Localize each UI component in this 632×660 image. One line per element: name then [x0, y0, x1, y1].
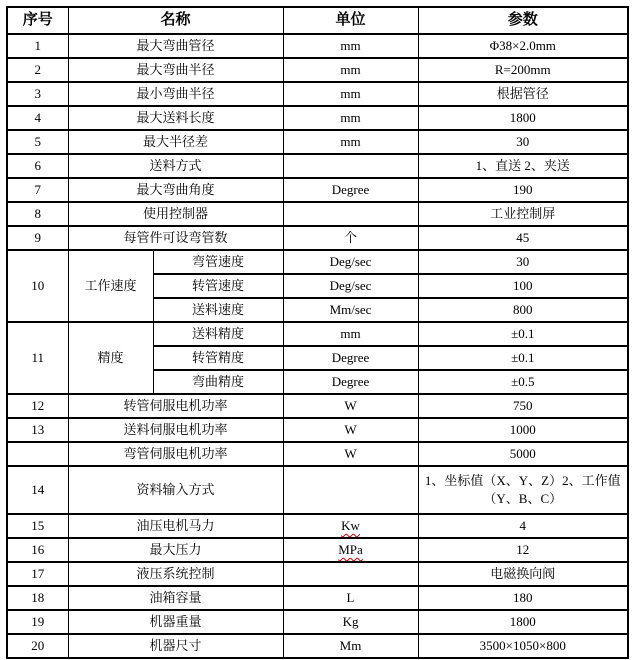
- unit-text-spellchecked: MPa: [338, 542, 363, 558]
- cell-value: 180: [418, 586, 628, 610]
- cell-name: 液压系统控制: [68, 562, 283, 586]
- cell-value: R=200mm: [418, 58, 628, 82]
- cell-name: 最大弯曲管径: [68, 34, 283, 58]
- table-row: [7, 82, 628, 106]
- cell-serial: 6: [7, 154, 68, 178]
- cell-unit: mm: [283, 106, 418, 130]
- table-row: [7, 154, 628, 178]
- table-row: [7, 394, 628, 418]
- cell-serial: 11: [7, 322, 68, 394]
- table-row-group-start: [7, 250, 628, 274]
- cell-unit: mm: [283, 82, 418, 106]
- cell-name: 最小弯曲半径: [68, 82, 283, 106]
- cell-serial: 3: [7, 82, 68, 106]
- cell-serial-empty: [7, 442, 68, 466]
- cell-group-label: 工作速度: [68, 250, 153, 322]
- cell-name: 油压电机马力: [68, 514, 283, 538]
- cell-name: 机器尺寸: [68, 634, 283, 658]
- cell-unit: [283, 562, 418, 586]
- cell-unit: mm: [283, 322, 418, 346]
- cell-unit: Kg: [283, 610, 418, 634]
- cell-value: 30: [418, 130, 628, 154]
- cell-value: 1000: [418, 418, 628, 442]
- table-row: [7, 202, 628, 226]
- cell-value: 1、直送 2、夹送: [418, 154, 628, 178]
- table-row: [7, 58, 628, 82]
- cell-unit: Mm: [283, 634, 418, 658]
- cell-value: ±0.5: [418, 370, 628, 394]
- cell-serial: 20: [7, 634, 68, 658]
- column-header-serial: 序号: [7, 7, 68, 34]
- column-header-value: 参数: [418, 7, 628, 34]
- cell-value: 190: [418, 178, 628, 202]
- cell-unit: Deg/sec: [283, 250, 418, 274]
- cell-serial: 12: [7, 394, 68, 418]
- cell-group-label: 精度: [68, 322, 153, 394]
- cell-name: 送料方式: [68, 154, 283, 178]
- cell-value: 100: [418, 274, 628, 298]
- table-row: [7, 226, 628, 250]
- cell-name: 最大弯曲角度: [68, 178, 283, 202]
- cell-serial: 13: [7, 418, 68, 442]
- cell-serial: 10: [7, 250, 68, 322]
- cell-serial: 17: [7, 562, 68, 586]
- table-row: [7, 634, 628, 658]
- cell-value: 电磁换向阀: [418, 562, 628, 586]
- cell-unit: mm: [283, 58, 418, 82]
- cell-unit: W: [283, 442, 418, 466]
- cell-unit: [283, 466, 418, 514]
- cell-value: 1800: [418, 106, 628, 130]
- cell-serial: 2: [7, 58, 68, 82]
- unit-text-spellchecked: Kw: [341, 518, 360, 534]
- column-header-name: 名称: [68, 7, 283, 34]
- cell-name: 油箱容量: [68, 586, 283, 610]
- cell-name: 最大压力: [68, 538, 283, 562]
- cell-serial: 8: [7, 202, 68, 226]
- cell-subname: 弯曲精度: [153, 370, 283, 394]
- cell-value: 1、坐标值（X、Y、Z）2、工作值（Y、B、C）: [418, 466, 628, 514]
- table-row: [7, 610, 628, 634]
- table-row: [7, 538, 628, 562]
- cell-unit: mm: [283, 34, 418, 58]
- table-row: [7, 562, 628, 586]
- table-row-blank-serial: [7, 442, 628, 466]
- table-row-group-start: [7, 322, 628, 346]
- cell-value: 3500×1050×800: [418, 634, 628, 658]
- cell-unit: W: [283, 394, 418, 418]
- cell-subname: 转管精度: [153, 346, 283, 370]
- cell-value: ±0.1: [418, 322, 628, 346]
- cell-unit: [283, 154, 418, 178]
- cell-subname: 转管速度: [153, 274, 283, 298]
- cell-name: 转管伺服电机功率: [68, 394, 283, 418]
- cell-unit: L: [283, 586, 418, 610]
- cell-serial: 15: [7, 514, 68, 538]
- cell-value: 1800: [418, 610, 628, 634]
- cell-value: Φ38×2.0mm: [418, 34, 628, 58]
- cell-value: 30: [418, 250, 628, 274]
- cell-unit: Degree: [283, 346, 418, 370]
- table-row: [7, 466, 628, 514]
- cell-name: 最大半径差: [68, 130, 283, 154]
- table-row: [7, 586, 628, 610]
- cell-unit: Degree: [283, 178, 418, 202]
- cell-serial: 9: [7, 226, 68, 250]
- cell-name: 机器重量: [68, 610, 283, 634]
- cell-unit: mm: [283, 130, 418, 154]
- cell-value: ±0.1: [418, 346, 628, 370]
- cell-subname: 送料精度: [153, 322, 283, 346]
- cell-name: 最大送料长度: [68, 106, 283, 130]
- cell-serial: 19: [7, 610, 68, 634]
- cell-serial: 5: [7, 130, 68, 154]
- machine-spec-table: [6, 6, 629, 659]
- table-row: [7, 106, 628, 130]
- cell-serial: 18: [7, 586, 68, 610]
- cell-subname: 弯管速度: [153, 250, 283, 274]
- cell-value: 5000: [418, 442, 628, 466]
- cell-unit: Mm/sec: [283, 298, 418, 322]
- cell-serial: 4: [7, 106, 68, 130]
- cell-value: 12: [418, 538, 628, 562]
- cell-name: 送料伺服电机功率: [68, 418, 283, 442]
- cell-serial: 7: [7, 178, 68, 202]
- cell-value: 45: [418, 226, 628, 250]
- cell-name: 使用控制器: [68, 202, 283, 226]
- cell-name: 资料输入方式: [68, 466, 283, 514]
- cell-value: 800: [418, 298, 628, 322]
- table-row: [7, 130, 628, 154]
- cell-name: 弯管伺服电机功率: [68, 442, 283, 466]
- cell-value: 4: [418, 514, 628, 538]
- table-row: [7, 34, 628, 58]
- table-row: [7, 418, 628, 442]
- cell-value: 750: [418, 394, 628, 418]
- cell-unit: 个: [283, 226, 418, 250]
- cell-name: 每管件可设弯管数: [68, 226, 283, 250]
- cell-unit: Deg/sec: [283, 274, 418, 298]
- table-row: [7, 178, 628, 202]
- cell-unit: [283, 514, 418, 538]
- cell-unit: W: [283, 418, 418, 442]
- cell-value: 根据管径: [418, 82, 628, 106]
- table-row: [7, 514, 628, 538]
- column-header-unit: 单位: [283, 7, 418, 34]
- cell-serial: 14: [7, 466, 68, 514]
- cell-unit: [283, 202, 418, 226]
- cell-unit: Degree: [283, 370, 418, 394]
- cell-serial: 16: [7, 538, 68, 562]
- cell-name: 最大弯曲半径: [68, 58, 283, 82]
- header-row: [7, 7, 628, 34]
- cell-unit: [283, 538, 418, 562]
- cell-serial: 1: [7, 34, 68, 58]
- cell-subname: 送料速度: [153, 298, 283, 322]
- cell-value: 工业控制屏: [418, 202, 628, 226]
